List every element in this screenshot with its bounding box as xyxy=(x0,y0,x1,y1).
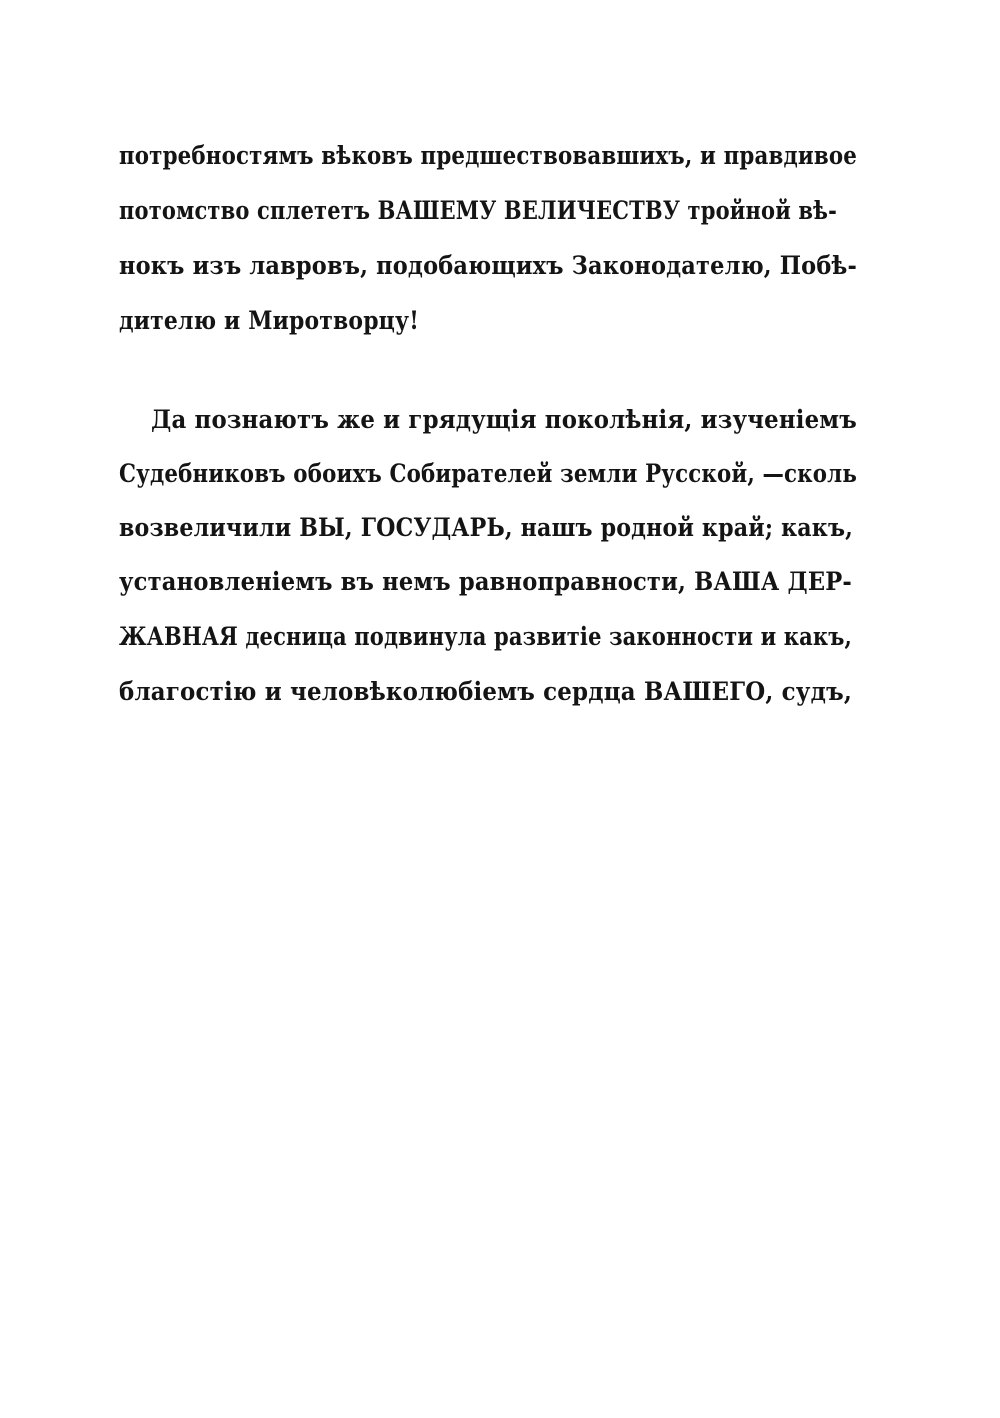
text-line: благостію и человѣколюбіемъ сердца ВАШЕГО, судъ, xyxy=(119,677,852,706)
text-line: потребностямъ вѣковъ предшествовавшихъ, и правдивое xyxy=(119,141,857,170)
text-line: дителю и Миротворцу! xyxy=(119,306,419,335)
text-line: Да познаютъ же и грядущія поколѣнія, изученіемъ xyxy=(151,405,857,434)
text-line: установленіемъ въ немъ равноправности, ВАША ДЕР- xyxy=(119,567,852,596)
text-line: потомство сплететъ ВАШЕМУ ВЕЛИЧЕСТВУ тройной вѣ- xyxy=(119,196,837,225)
text-line: Судебниковъ обоихъ Собирателей земли Русской, —сколь xyxy=(119,459,857,488)
text-line: возвеличили ВЫ, ГОСУДАРЬ, нашъ родной край; какъ, xyxy=(119,513,853,542)
text-line: ЖАВНАЯ десница подвинула развитіе законности и какъ, xyxy=(119,622,852,651)
text-line: нокъ изъ лавровъ, подобающихъ Законодателю, Побѣ- xyxy=(119,251,857,280)
